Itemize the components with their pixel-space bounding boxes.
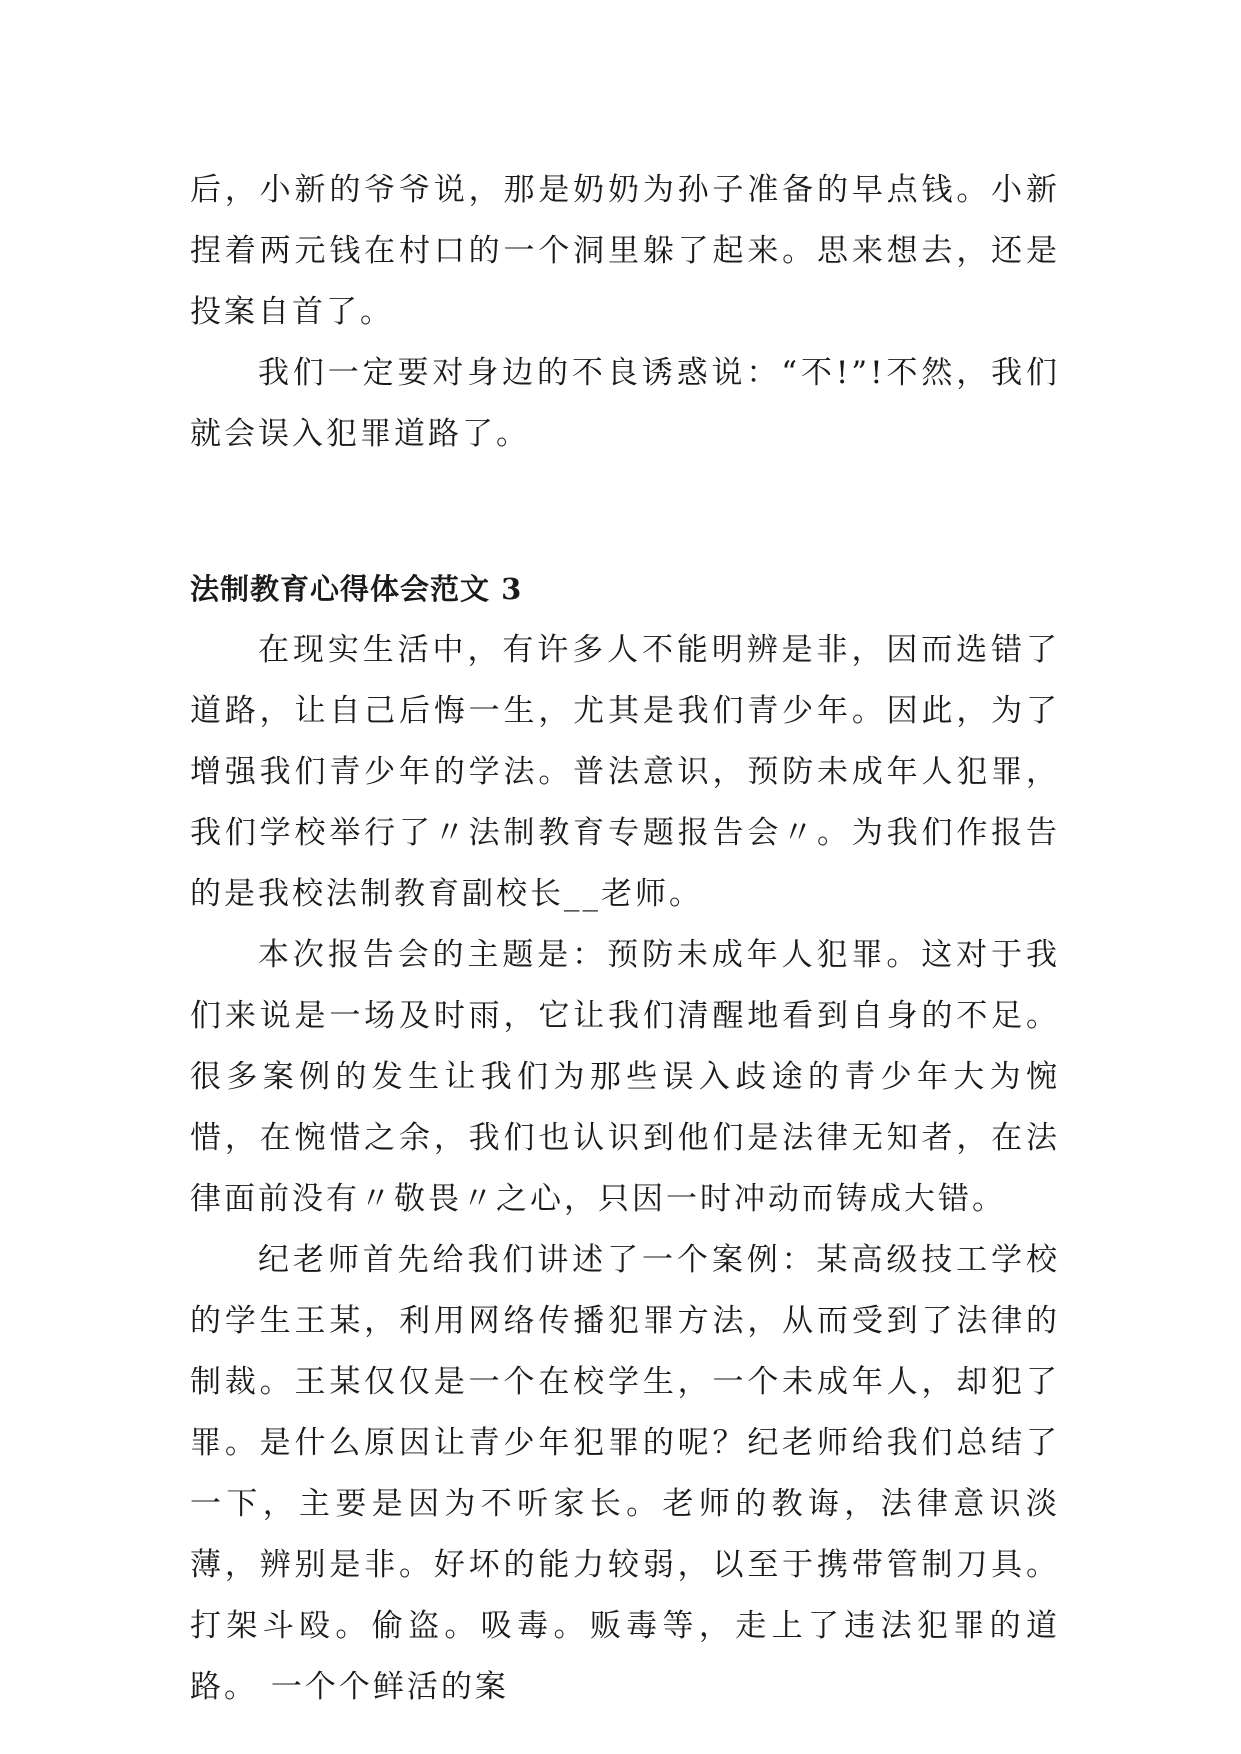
document-body [190, 160, 1060, 1718]
paragraph-report-theme: 本次报告会的主题是：预防未成年人犯罪。这对于我们来说是一场及时雨，它让我们清醒地看到自身的不足。很多案例的发生让我们为那些误入歧途的青少年大为惋惜，在惋惜之余，我们也认识到他们是法律无知者，在法律面前没有〃敬畏〃之心，只因一时冲动而铸成大错。 [190, 937, 1060, 1217]
paragraph-intro: 在现实生活中，有许多人不能明辨是非，因而选错了道路，让自己后悔一生，尤其是我们青少年。因此，为了增强我们青少年的学法。普法意识，预防未成年人犯罪，我们学校举行了〃法制教育专题报告会〃。为我们作报告的是我校法制教育副校长__老师。 [190, 632, 1060, 912]
section-title: 法制教育心得体会范文 3 [190, 572, 523, 606]
paragraph-resist-temptation: 我们一定要对身边的不良诱惑说：“不!”!不然，我们就会误入犯罪道路了。 [190, 355, 1060, 452]
paragraph-continuation: 后，小新的爷爷说，那是奶奶为孙子准备的早点钱。小新捏着两元钱在村口的一个洞里躲了起来。思来想去，还是投案自首了。 [190, 172, 1060, 330]
paragraph-case-study: 纪老师首先给我们讲述了一个案例：某高级技工学校的学生王某，利用网络传播犯罪方法，从而受到了法律的制裁。王某仅仅是一个在校学生，一个未成年人，却犯了罪。是什么原因让青少年犯罪的呢？纪老师给我们总结了一下，主要是因为不听家长。老师的教诲，法律意识淡薄，辨别是非。好坏的能力较弱，以至于携带管制刀具。打架斗殴。偷盗。吸毒。贩毒等，走上了违法犯罪的道路。 一个个鲜活的案 [190, 1242, 1060, 1705]
